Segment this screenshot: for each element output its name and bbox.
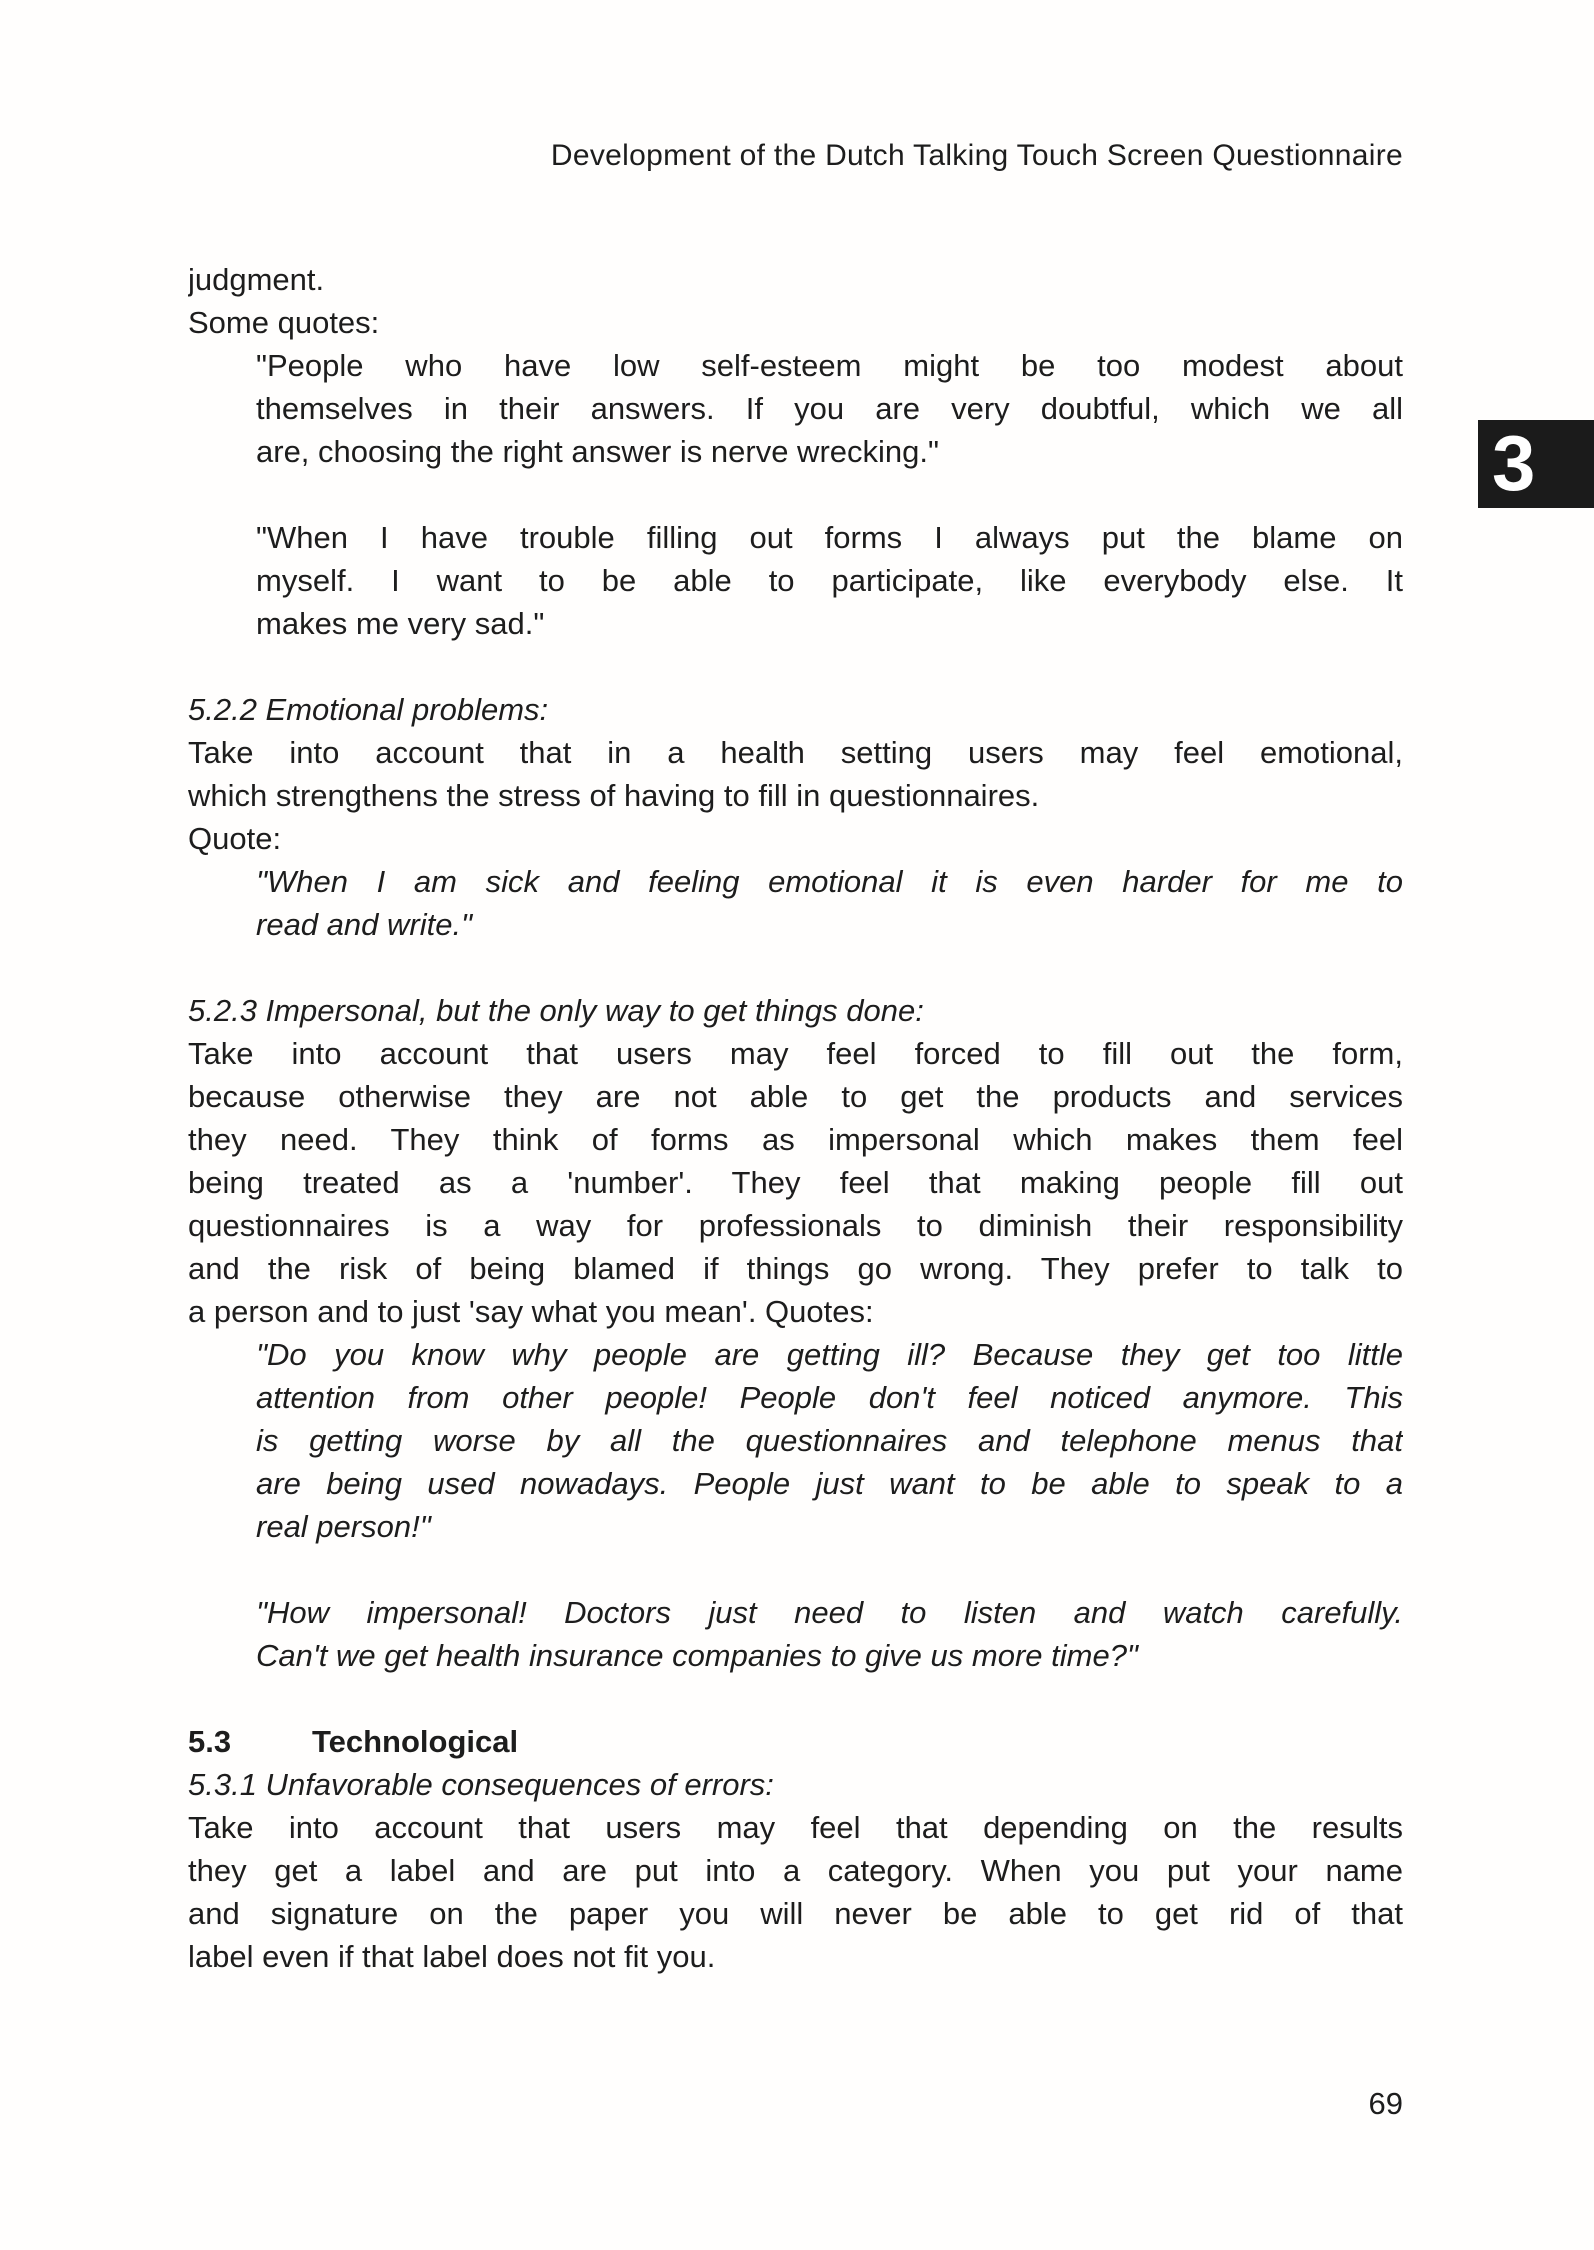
quote-line: Can't we get health insurance companies to give us more time?" (256, 1638, 1138, 1673)
quote-line: real person!" (256, 1509, 431, 1544)
text-line: questionnaires is a way for professionals to diminish their responsibility (188, 1208, 1403, 1243)
subsection-heading: 5.2.3 Impersonal, but the only way to get things done: (188, 993, 924, 1028)
section-heading (188, 1720, 1403, 1763)
text-line: which strengthens the stress of having to fill in questionnaires. (188, 778, 1040, 813)
text-line: Take into account that users may feel forced to fill out the form, (188, 1036, 1403, 1071)
page-number: 69 (1368, 2086, 1403, 2121)
quote-line: "Do you know why people are getting ill? Because they get too little (256, 1337, 1403, 1372)
blank-line (188, 1548, 1403, 1591)
subsection-heading: 5.3.1 Unfavorable consequences of errors: (188, 1767, 774, 1802)
quote-line: is getting worse by all the questionnaires and telephone menus that (256, 1423, 1403, 1458)
text-line: judgment. (188, 262, 325, 297)
section-title: Technological (312, 1724, 519, 1759)
text-line: being treated as a 'number'. They feel that making people fill out (188, 1165, 1403, 1200)
quote-line: are being used nowadays. People just want to be able to speak to a (256, 1466, 1403, 1501)
blank-line (188, 946, 1403, 989)
text-line: label even if that label does not fit you. (188, 1939, 716, 1974)
blank-line (188, 1677, 1403, 1720)
quote-line: "When I have trouble filling out forms I always put the blame on (256, 520, 1403, 555)
text-column (188, 258, 1403, 1978)
text-line: they need. They think of forms as impersonal which makes them feel (188, 1122, 1403, 1157)
running-header: Development of the Dutch Talking Touch Screen Questionnaire (550, 139, 1403, 172)
quote-line: "When I am sick and feeling emotional it is even harder for me to (256, 864, 1403, 899)
text-line: and the risk of being blamed if things go wrong. They prefer to talk to (188, 1251, 1403, 1286)
text-line: Take into account that in a health setting users may feel emotional, (188, 735, 1403, 770)
chapter-tab (1478, 420, 1594, 508)
section-number: 5.3 (188, 1724, 232, 1759)
subsection-heading: 5.2.2 Emotional problems: (188, 692, 549, 727)
text-line: Take into account that users may feel that depending on the results (188, 1810, 1403, 1845)
quote-line: themselves in their answers. If you are very doubtful, which we all (256, 391, 1403, 426)
quote-line: makes me very sad." (256, 606, 545, 641)
quote-line: "How impersonal! Doctors just need to listen and watch carefully. (256, 1595, 1403, 1630)
blank-line (188, 473, 1403, 516)
quote-line: myself. I want to be able to participate, like everybody else. It (256, 563, 1403, 598)
quote-line: are, choosing the right answer is nerve wrecking." (256, 434, 939, 469)
quote-line: read and write." (256, 907, 473, 942)
blank-line (188, 645, 1403, 688)
text-line: Quote: (188, 821, 282, 856)
chapter-tab-number: 3 (1492, 419, 1536, 507)
quote-line: "People who have low self-esteem might be too modest about (256, 348, 1403, 383)
text-line: a person and to just 'say what you mean'. Quotes: (188, 1294, 874, 1329)
text-line: Some quotes: (188, 305, 380, 340)
quote-line: attention from other people! People don't feel noticed anymore. This (256, 1380, 1403, 1415)
text-line: because otherwise they are not able to get the products and services (188, 1079, 1403, 1114)
text-line: and signature on the paper you will never be able to get rid of that (188, 1896, 1403, 1931)
text-line: they get a label and are put into a category. When you put your name (188, 1853, 1403, 1888)
